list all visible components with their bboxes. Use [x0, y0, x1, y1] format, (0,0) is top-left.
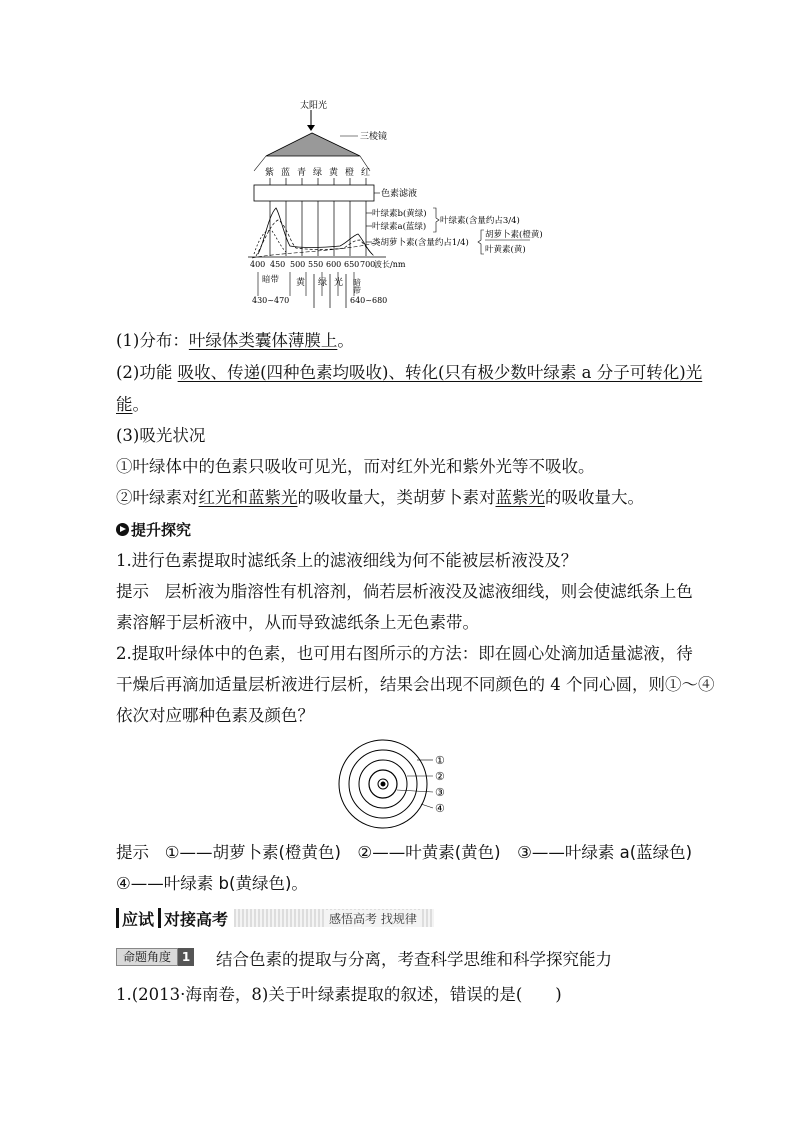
circle-label-2: ②	[435, 770, 445, 783]
question-2-line1: 2.提取叶绿体中的色素，也可用右图所示的方法：即在圆心处滴加适量滤液，待	[116, 644, 693, 663]
question-3: 1.(2013·海南卷，8)关于叶绿素提取的叙述，错误的是( )	[116, 985, 562, 1004]
topic-text: 结合色素的提取与分离，考查科学思维和科学探究能力	[216, 950, 612, 969]
dark-band-2-range: 640~680	[350, 296, 388, 305]
section-heading: 提升探究	[116, 519, 191, 540]
chlorophyll-group-label: 叶绿素(含量约占3/4)	[440, 216, 520, 226]
banner-title-2: 对接高考	[164, 910, 229, 929]
svg-text:450: 450	[270, 260, 286, 269]
para-absorption-detail: ②叶绿素对红光和蓝紫光的吸收量大，类胡萝卜素对蓝紫光的吸收量大。	[116, 488, 644, 507]
answer-2-line1: 提示 ①——胡萝卜素(橙黄色) ②——叶黄素(黄色) ③——叶绿素 a(蓝绿色)	[116, 843, 693, 862]
para-distribution: (1)分布：叶绿体类囊体薄膜上。	[116, 331, 354, 350]
svg-text:光: 光	[334, 278, 344, 288]
concentric-circles-diagram	[335, 738, 465, 838]
banner-subtitle: 感悟高考 找规律	[326, 910, 420, 927]
svg-text:400: 400	[250, 260, 266, 269]
tag-number: 1	[178, 948, 194, 966]
spectrum-diagram	[240, 96, 570, 318]
play-icon	[116, 523, 129, 536]
dark-band-1: 暗带	[262, 275, 280, 285]
svg-text:蓝: 蓝	[281, 168, 291, 178]
middle-band-chars	[296, 276, 343, 288]
chl-a-label: 叶绿素a(蓝绿)	[372, 222, 427, 232]
topic-tag	[116, 948, 194, 966]
prism-label: 三棱镜	[360, 132, 388, 142]
question-2-line2: 干燥后再滴加适量层析液进行层析，结果会出现不同颜色的 4 个同心圆，则①～④	[116, 675, 715, 694]
para-function-cont: 能。	[116, 395, 149, 414]
svg-text:700: 700	[360, 260, 376, 269]
circle-label-4: ④	[435, 802, 445, 815]
carotene-label: 胡萝卜素(橙黄)	[485, 230, 543, 240]
answer-1-line2: 素溶解于层析液中，从而导致滤纸条上无色素带。	[116, 613, 479, 632]
spectrum-color-labels	[265, 166, 370, 178]
svg-text:600: 600	[326, 260, 342, 269]
answer-2-line2: ④——叶绿素 b(黄绿色)。	[116, 874, 308, 893]
svg-text:橙: 橙	[345, 168, 355, 178]
svg-text:绿: 绿	[313, 168, 323, 178]
dark-band-1-range: 430~470	[252, 296, 290, 305]
svg-text:青: 青	[297, 168, 307, 178]
xanthophyll-label: 叶黄素(黄)	[485, 245, 526, 255]
prism-shape	[266, 133, 360, 156]
circle-label-1: ①	[435, 754, 445, 767]
svg-text:紫: 紫	[265, 168, 275, 178]
wavelength-ticks	[250, 260, 375, 269]
tag-label: 命题角度	[116, 948, 178, 966]
question-1: 1.进行色素提取时滤纸条上的滤液细线为何不能被层析液没及？	[116, 551, 578, 570]
svg-text:黄: 黄	[296, 278, 306, 288]
question-2-line3: 依次对应哪种色素及颜色？	[116, 706, 314, 725]
para-visible-only: ①叶绿体中的色素只吸收可见光，而对红外光和紫外光等不吸收。	[116, 457, 595, 476]
svg-text:黄: 黄	[329, 168, 339, 178]
svg-text:红: 红	[361, 168, 371, 178]
sunlight-label: 太阳光	[300, 101, 328, 111]
para-function: (2)功能 吸收、传递(四种色素均吸收)、转化(只有极少数叶绿素 a 分子可转化)光	[116, 363, 703, 382]
chl-b-label: 叶绿素b(黄绿)	[372, 209, 427, 219]
svg-text:绿: 绿	[318, 278, 328, 288]
circle-label-3: ③	[435, 786, 445, 799]
dark-band-2: 暗带	[352, 278, 362, 294]
filter-box	[254, 185, 374, 201]
carotenoid-label: 类胡萝卜素(含量约占1/4)	[372, 238, 469, 248]
svg-text:650: 650	[344, 260, 360, 269]
svg-text:550: 550	[308, 260, 324, 269]
answer-1-line1: 提示 层析液为脂溶性有机溶剂，倘若层析液没及滤液细线，则会使滤纸条上色	[116, 582, 693, 601]
para-absorption-title: (3)吸光状况	[116, 426, 206, 445]
section-banner	[116, 906, 436, 930]
axis-label: 波长/nm	[374, 260, 406, 269]
filter-label: 色素滤液	[381, 189, 418, 199]
banner-title-1: 应试	[122, 910, 155, 929]
svg-text:500: 500	[290, 260, 306, 269]
